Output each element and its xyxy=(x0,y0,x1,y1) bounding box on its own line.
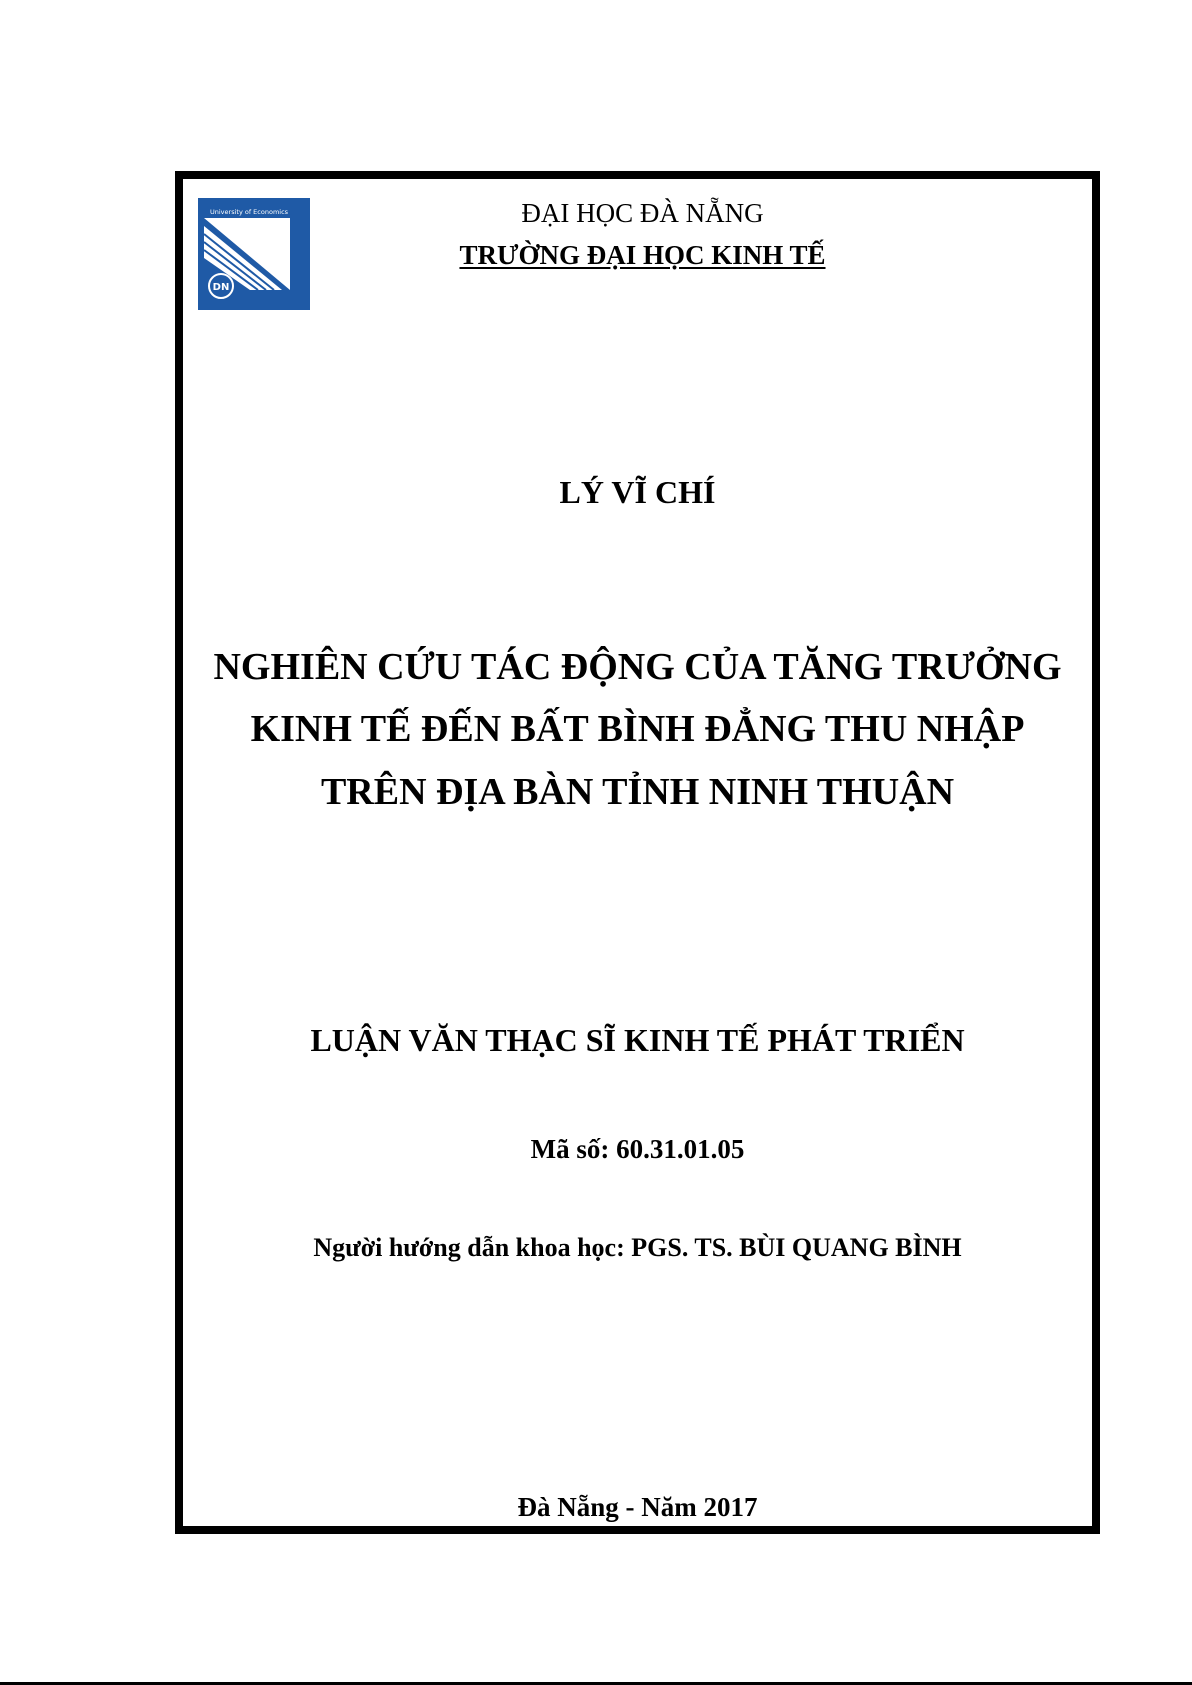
thesis-title-line-1: NGHIÊN CỨU TÁC ĐỘNG CỦA TĂNG TRƯỞNG xyxy=(213,646,1062,688)
author-name: LÝ VĨ CHÍ xyxy=(559,474,716,510)
thesis-title-line-2: KINH TẾ ĐẾN BẤT BÌNH ĐẲNG THU NHẬP xyxy=(250,708,1025,750)
school-name: TRƯỜNG ĐẠI HỌC KINH TẾ xyxy=(459,240,826,270)
thesis-title-line-3: TRÊN ĐỊA BÀN TỈNH NINH THUẬN xyxy=(320,771,955,813)
place-and-year: Đà Nẵng - Năm 2017 xyxy=(517,1492,758,1522)
svg-text:DN: DN xyxy=(212,282,230,293)
svg-text:University of Economics: University of Economics xyxy=(210,208,289,216)
scientific-advisor: Người hướng dẫn khoa học: PGS. TS. BÙI QUANG BÌNH xyxy=(313,1233,962,1262)
cover-border-frame xyxy=(175,171,1100,1534)
degree-type: LUẬN VĂN THẠC SĨ KINH TẾ PHÁT TRIỂN xyxy=(310,1022,965,1058)
university-name: ĐẠI HỌC ĐÀ NẴNG xyxy=(521,198,764,228)
program-code: Mã số: 60.31.01.05 xyxy=(530,1134,745,1164)
